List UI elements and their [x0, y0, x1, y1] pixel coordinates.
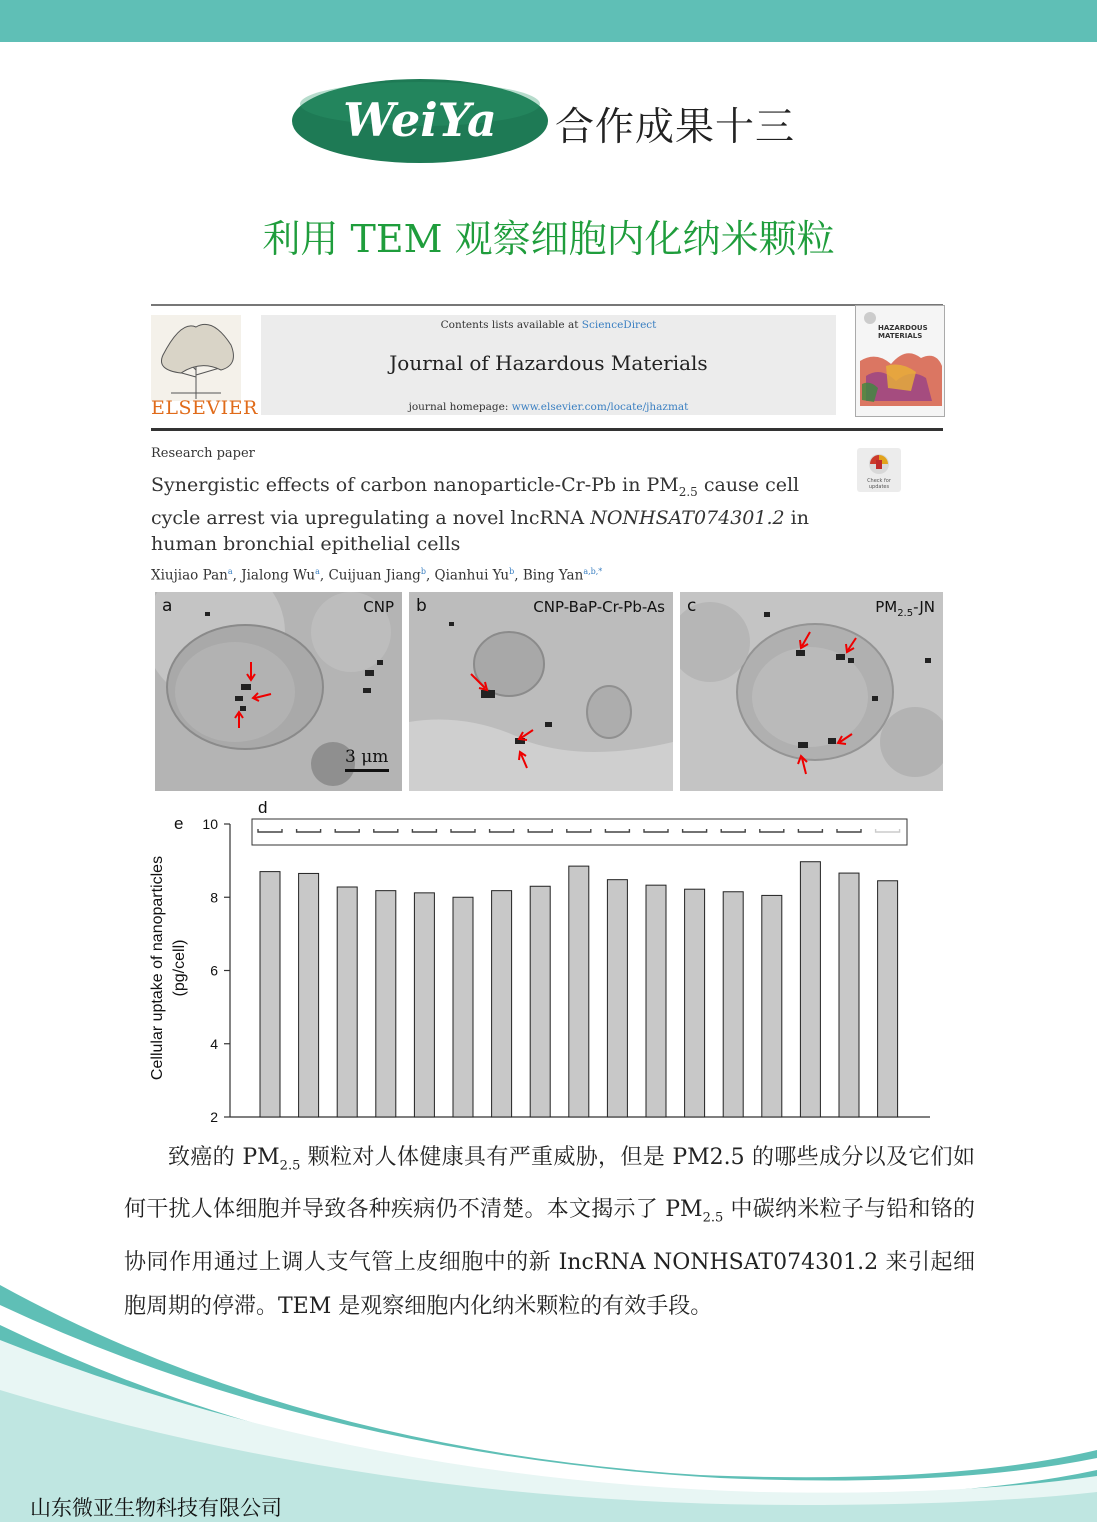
chart-bar — [646, 885, 666, 1117]
chart-bar — [878, 881, 898, 1117]
chart-bar — [685, 889, 705, 1117]
homepage-prefix: journal homepage: — [408, 401, 512, 413]
panel-name-c: $PM_{2.5}-JN$ — [875, 598, 935, 619]
chart-bar — [337, 887, 357, 1117]
elsevier-tree-icon — [151, 315, 241, 401]
chart-bar — [492, 891, 512, 1117]
panel-label-a: a — [162, 596, 173, 616]
panel-label-e: e — [174, 814, 184, 833]
check-updates-label: Check for updates — [867, 478, 891, 490]
journal-bottom-rule — [151, 428, 943, 431]
paper-type: Research paper — [151, 446, 255, 461]
logo-text: WeiYa — [343, 93, 497, 147]
chart-bar — [723, 892, 743, 1117]
journal-cover-thumbnail — [855, 305, 945, 417]
cover-title — [878, 324, 928, 340]
journal-header-box — [261, 315, 836, 415]
tem-image-b — [409, 592, 673, 791]
chart-bar — [453, 897, 473, 1117]
panel-name-b: CNP-BaP-Cr-Pb-As — [533, 598, 665, 616]
y-tick-label: 2 — [210, 1109, 218, 1125]
journal-name: Journal of Hazardous Materials — [389, 351, 708, 375]
chart-svg — [140, 795, 940, 1125]
cover-title-line-1: HAZARDOUS — [878, 324, 928, 332]
chart-bar — [569, 866, 589, 1117]
panel-label-b: b — [416, 596, 427, 616]
y-tick-label: 8 — [210, 889, 218, 906]
author: Bing Yan — [522, 567, 584, 584]
check-for-updates-badge[interactable] — [857, 448, 901, 492]
uptake-bar-chart — [140, 795, 940, 1125]
chart-bar — [414, 893, 434, 1117]
chart-bar — [530, 886, 550, 1117]
author: Xiujiao Pan — [151, 567, 228, 584]
author-list: Xiujiao Pan$^a$, Jialong Wu$^a$, Cuijuan Jiang$^b$, Qianhui Yu$^b$, Bing Yan$^{a,b,*}$ — [151, 567, 603, 584]
page-header-title: 合作成果十三 — [555, 105, 796, 150]
top-banner — [0, 0, 1097, 42]
body-paragraph-text: 致癌的 $PM_{2.5}$ 颗粒对人体健康具有严重威胁，但是 PM2.5 的哪些成分以及它们如何干扰人体细胞并导致各种疾病仍不清楚。本文揭示了 $PM_{2.5}$ 中碳纳米粒子与铅和铬的协同作用通过上调人支气管上皮细胞中的新 IncRNA NONHSAT074301.2 来引起细胞周期的停滞。TEM 是观察细胞内化纳米颗粒的有效手段。 — [124, 1145, 976, 1319]
cover-title-line-2: MATERIALS — [878, 332, 923, 340]
y-tick-label: 4 — [210, 1035, 218, 1052]
tem-panel-a — [155, 592, 402, 791]
scale-bar-line — [345, 769, 389, 772]
page-subtitle: 利用 TEM 观察细胞内化纳米颗粒 — [262, 217, 835, 261]
sciencedirect-link[interactable]: ScienceDirect — [581, 319, 657, 331]
panel-label-c: c — [687, 596, 697, 616]
y-axis-label: Cellular uptake of nanoparticles — [149, 855, 166, 1081]
chart-bar — [376, 891, 396, 1117]
author: Qianhui Yu — [434, 567, 510, 584]
journal-contents-line — [261, 319, 836, 331]
chart-bar — [762, 895, 782, 1117]
weiya-logo — [287, 74, 553, 168]
journal-top-rule — [151, 304, 943, 306]
chart-bar — [800, 862, 820, 1117]
tem-panel-b — [409, 592, 673, 791]
chart-bar — [299, 873, 319, 1117]
chart-bar — [260, 872, 280, 1117]
author: Jialong Wu — [241, 567, 316, 584]
journal-homepage-line — [261, 401, 836, 413]
scale-bar-label: 3 μm — [345, 747, 389, 767]
tem-image-c — [680, 592, 943, 791]
chart-bar — [607, 880, 627, 1117]
company-name: 山东微亚生物科技有限公司 — [30, 1496, 282, 1520]
paper-title: Synergistic effects of carbon nanoparticle-Cr-Pb in $PM_{2.5}$ cause cell cycle arrest via upregulating a novel lncRNA NONHSAT074301.2 in human bronchial epithelial cells — [151, 474, 809, 555]
y-axis-unit: (pg/cell) — [171, 939, 188, 997]
y-tick-label: 10 — [202, 816, 218, 832]
panel-name-a: CNP — [363, 598, 394, 616]
bottom-wave-decoration — [0, 1280, 1097, 1522]
tem-panel-c — [680, 592, 943, 791]
chart-bar — [839, 873, 859, 1117]
journal-homepage-link[interactable]: www.elsevier.com/locate/jhazmat — [511, 401, 689, 413]
panel-label-d: d — [258, 798, 268, 817]
contents-prefix: Contents lists available at — [440, 319, 582, 331]
author: Cuijuan Jiang — [328, 567, 421, 584]
elsevier-wordmark: ELSEVIER — [151, 397, 258, 419]
scale-bar — [345, 747, 389, 772]
y-tick-label: 6 — [210, 962, 218, 979]
